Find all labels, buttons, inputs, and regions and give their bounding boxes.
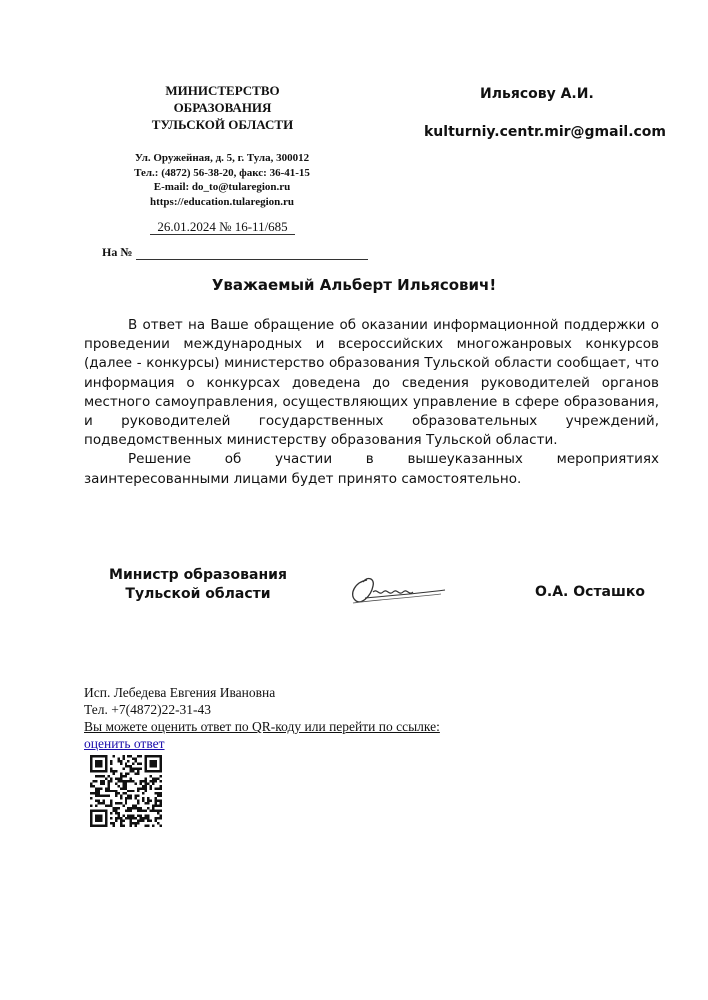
ministry-contacts (108, 151, 336, 209)
ministry-website: https://education.tularegion.ru (149, 195, 295, 208)
ministry-line-2: ОБРАЗОВАНИЯ (173, 100, 272, 115)
reference-number-label: На № (102, 245, 133, 259)
ministry-phone-fax: Тел.: (4872) 56-38-20, факс: 36-41-15 (134, 166, 310, 179)
executor-phone: Тел. +7(4872)22-31-43 (84, 702, 212, 717)
letter-body (84, 316, 659, 489)
rate-answer-text: Вы можете оценить ответ по QR-коду или перейти по ссылке: (84, 719, 440, 734)
reference-number-line (136, 259, 368, 260)
executor-name: Исп. Лебедева Евгения Ивановна (84, 685, 276, 700)
recipient-name: Ильясову А.И. (480, 86, 594, 102)
registration-number: 26.01.2024 № 16-11/685 (150, 219, 295, 235)
handwritten-signature (345, 570, 455, 610)
recipient-email: kulturniy.centr.mir@gmail.com (424, 124, 667, 140)
signatory-title-line-2: Тульской области (125, 586, 271, 602)
signer-name: О.А. Осташко (535, 584, 645, 600)
ministry-address: Ул. Оружейная, д. 5, г. Тула, 300012 (134, 152, 310, 164)
letter-paragraph-1: В ответ на Ваше обращение об оказании информационной поддержки о проведении международных и всероссийских многожанровых конкурсов (далее - конкурсы) министерство образования Тульской области сообщает, что информация о конкурсах доведена до сведения руководителей органов местного самоуправления, осуществляющих управление в сфере образования, и руководителей государственных образовательных учреждений, подведомственных министерству образования Тульской области. (84, 317, 659, 449)
ministry-line-1: МИНИСТЕРСТВО (165, 83, 280, 98)
qr-code[interactable] (90, 755, 162, 827)
rate-answer-link[interactable]: оценить ответ (84, 736, 165, 751)
signatory-title-line-1: Министр образования (109, 567, 287, 583)
ministry-email: E-mail: do_to@tularegion.ru (153, 181, 291, 193)
letter-greeting: Уважаемый Альберт Ильясович! (211, 276, 497, 294)
ministry-line-3: ТУЛЬСКОЙ ОБЛАСТИ (151, 117, 294, 132)
signatory-title (108, 566, 288, 604)
ministry-name (120, 82, 325, 133)
footer-block (84, 684, 440, 752)
letter-paragraph-2: Решение об участии в вышеуказанных мероприятиях заинтересованными лицами будет принято самостоятельно. (84, 451, 659, 487)
